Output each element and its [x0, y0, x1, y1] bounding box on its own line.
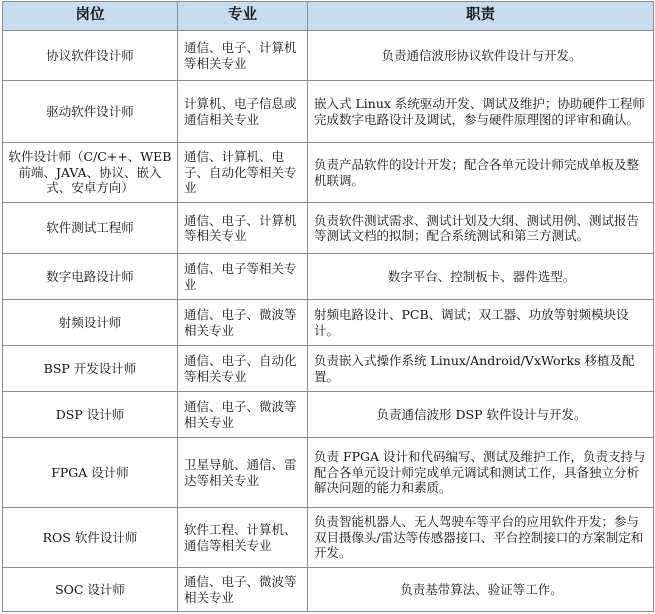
- duty-cell: 负责 FPGA 设计和代码编写、测试及维护工作，负责支持与配合各单元设计师完成单元调试和测试工作，具备独立分析解决问题的能力和素质。: [308, 438, 654, 508]
- header-row: [3, 2, 654, 31]
- header-duty: 职责: [308, 2, 654, 31]
- duty-cell: 负责软件测试需求、测试计划及大纲、测试用例、测试报告等测试文档的拟制；配合系统测试和第三方测试。: [308, 203, 654, 254]
- header-position: 岗位: [3, 2, 178, 31]
- major-cell: 通信、计算机、电子、自动化等相关专业: [178, 143, 308, 203]
- position-cell: 软件设计师（C/C++、WEB 前端、JAVA、协议、嵌入式、安卓方向）: [3, 143, 178, 203]
- position-cell: DSP 设计师: [3, 392, 178, 438]
- table-row: [3, 508, 654, 568]
- duty-cell: 负责通信波形协议软件设计与开发。: [308, 31, 654, 81]
- duty-cell: 负责产品软件的设计开发；配合各单元设计师完成单板及整机联调。: [308, 143, 654, 203]
- duty-cell: 数字平台、控制板卡、器件选型。: [308, 254, 654, 300]
- position-cell: 射频设计师: [3, 300, 178, 346]
- table-row: [3, 81, 654, 143]
- major-cell: 通信、电子、微波等相关专业: [178, 392, 308, 438]
- position-cell: 软件测试工程师: [3, 203, 178, 254]
- table-row: [3, 568, 654, 612]
- position-cell: 数字电路设计师: [3, 254, 178, 300]
- table-row: [3, 31, 654, 81]
- major-cell: 通信、电子、微波等相关专业: [178, 300, 308, 346]
- major-cell: 通信、电子、微波等相关专业: [178, 568, 308, 612]
- table-row: [3, 254, 654, 300]
- major-cell: 通信、电子、自动化等相关专业: [178, 346, 308, 392]
- major-cell: 软件工程、计算机、通信等相关专业: [178, 508, 308, 568]
- major-cell: 通信、电子、计算机等相关专业: [178, 203, 308, 254]
- duty-cell: 负责基带算法、验证等工作。: [308, 568, 654, 612]
- major-cell: 计算机、电子信息或通信相关专业: [178, 81, 308, 143]
- duty-cell: 负责智能机器人、无人驾驶车等平台的应用软件开发；参与双目摄像头/雷达等传感器接口、平台控制接口的方案制定和开发。: [308, 508, 654, 568]
- major-cell: 卫星导航、通信、雷达等相关专业: [178, 438, 308, 508]
- position-cell: 协议软件设计师: [3, 31, 178, 81]
- position-cell: 驱动软件设计师: [3, 81, 178, 143]
- duty-cell: 嵌入式 Linux 系统驱动开发、调试及维护；协助硬件工程师完成数字电路设计及调试，参与硬件原理图的评审和确认。: [308, 81, 654, 143]
- position-cell: SOC 设计师: [3, 568, 178, 612]
- position-cell: FPGA 设计师: [3, 438, 178, 508]
- table-row: [3, 143, 654, 203]
- table-row: [3, 438, 654, 508]
- duty-cell: 负责通信波形 DSP 软件设计与开发。: [308, 392, 654, 438]
- major-cell: 通信、电子、计算机等相关专业: [178, 31, 308, 81]
- header-major: 专业: [178, 2, 308, 31]
- job-table: [2, 1, 654, 612]
- position-cell: BSP 开发设计师: [3, 346, 178, 392]
- duty-cell: 负责嵌入式操作系统 Linux/Android/VxWorks 移植及配置。: [308, 346, 654, 392]
- major-cell: 通信、电子等相关专业: [178, 254, 308, 300]
- table-row: [3, 203, 654, 254]
- table-row: [3, 392, 654, 438]
- table-row: [3, 346, 654, 392]
- position-cell: ROS 软件设计师: [3, 508, 178, 568]
- duty-cell: 射频电路设计、PCB、调试；双工器、功放等射频模块设计。: [308, 300, 654, 346]
- table-row: [3, 300, 654, 346]
